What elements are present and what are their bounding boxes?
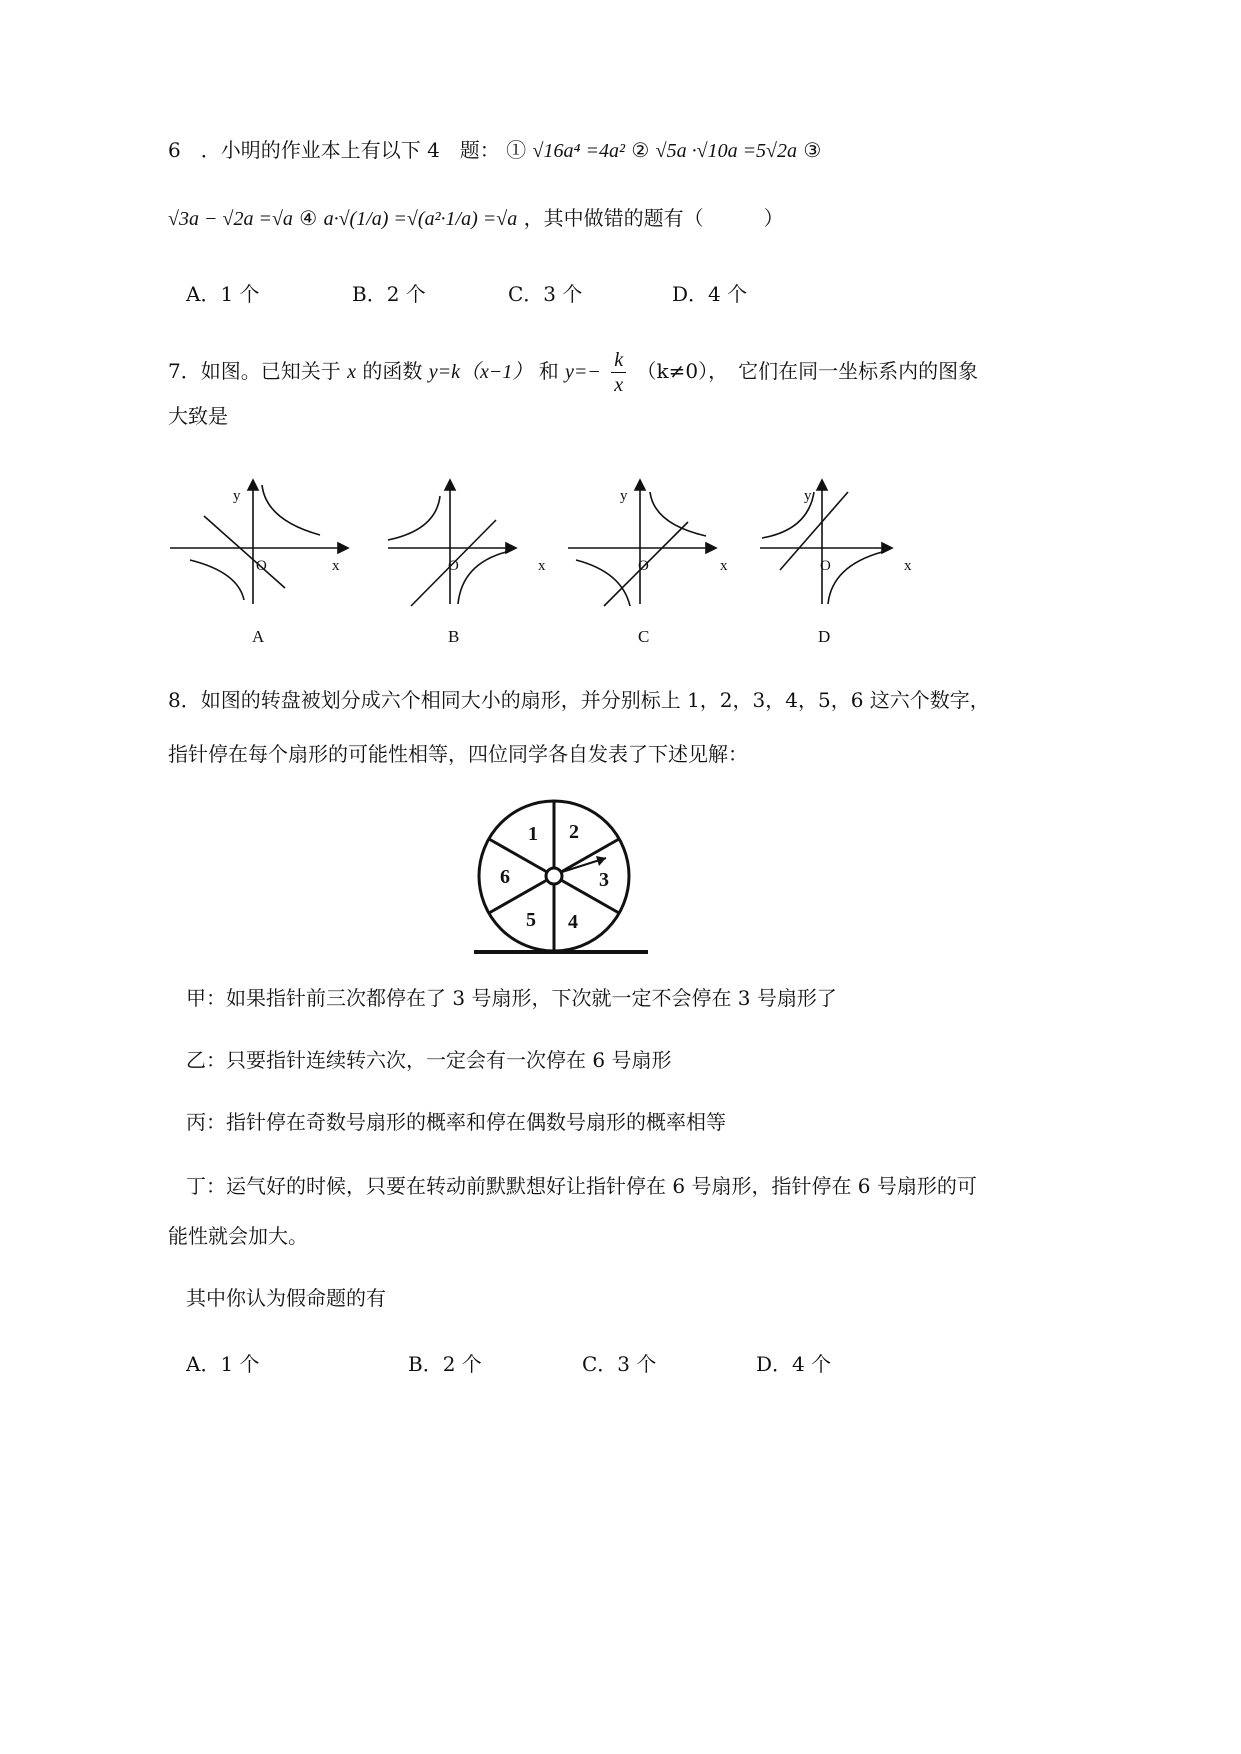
graph-a-y-label: y [233, 488, 241, 504]
spinner-number-1: 1 [528, 823, 538, 845]
q6-item-2-number: ② [631, 138, 650, 162]
graph-a-line [204, 516, 285, 588]
q8-statement-bing: 丙：指针停在奇数号扇形的概率和停在偶数号扇形的概率相等 [186, 1110, 726, 1134]
graph-d-y-arrow [817, 480, 827, 490]
graph-d-line [780, 492, 848, 570]
graph-a-x-arrow [338, 543, 348, 553]
spinner-divider-lower-left [489, 880, 547, 913]
graph-a-y-arrow [248, 480, 258, 490]
graph-a-x-label: x [332, 558, 340, 574]
q6-choice-c[interactable]: C．3 个 [508, 282, 583, 306]
graph-c-x-label: x [720, 558, 728, 574]
q8-statement-yi: 乙：只要指针连续转六次，一定会有一次停在 6 号扇形 [186, 1048, 672, 1072]
q6-question: ，其中做错的题有（ ） [523, 206, 784, 230]
spinner-number-3: 3 [599, 869, 609, 891]
q8-statement-ding-2: 能性就会加大。 [168, 1224, 308, 1248]
graph-c-hyperbola-upper [650, 492, 706, 536]
graph-c-hyperbola-lower [576, 560, 630, 606]
graph-c-y-arrow [635, 480, 645, 490]
q7-function-2-prefix: y=− [565, 361, 601, 383]
spinner-number-6: 6 [500, 866, 510, 888]
q6-intro: 6 ．小明的作业本上有以下 4 题： [168, 138, 500, 162]
graph-b-x-arrow [506, 543, 516, 553]
q6-item-1-number: ① [506, 138, 527, 162]
q7-fraction-numerator: k [611, 348, 626, 373]
graph-d-x-label: x [904, 558, 912, 574]
graph-a-label: A [252, 627, 265, 646]
graph-b-hyperbola-upper [388, 496, 440, 540]
q6-item-1-formula: √16a⁴ =4a² [532, 140, 625, 162]
q8-choice-d[interactable]: D．4 个 [756, 1352, 832, 1376]
graph-a-hyperbola-lower [190, 560, 244, 600]
q8-choice-b[interactable]: B．2 个 [408, 1352, 482, 1376]
q8-line-2: 指针停在每个扇形的可能性相等，四位同学各自发表了下述见解： [168, 742, 748, 766]
graph-c-y-label: y [620, 488, 628, 504]
spinner-number-4: 4 [568, 911, 578, 933]
spinner-hub [546, 868, 562, 884]
graph-b-origin: O [448, 558, 459, 574]
q8-statement-jia: 甲：如果指针前三次都停在了 3 号扇形，下次就一定不会停在 3 号扇形了 [186, 986, 837, 1010]
graph-d-x-arrow [882, 543, 892, 553]
spinner-divider-upper-left [489, 839, 547, 872]
q6-line-1 [168, 136, 821, 165]
q8-choice-c[interactable]: C．3 个 [582, 1352, 657, 1376]
q6-choice-a[interactable]: A．1 个 [186, 282, 260, 306]
graph-b [388, 480, 546, 646]
graph-c-line [604, 522, 688, 606]
graph-d-y-label: y [804, 488, 812, 504]
graph-d [760, 480, 912, 646]
q8-choice-a[interactable]: A．1 个 [186, 1352, 260, 1376]
graph-b-line [411, 520, 496, 606]
q7-line-2: 大致是 [168, 404, 228, 428]
q8-choices [186, 1348, 886, 1378]
graph-c-origin: O [638, 558, 649, 574]
spinner-number-5: 5 [526, 909, 536, 931]
graph-d-origin: O [820, 558, 831, 574]
q6-item-2-formula: √5a ·√10a =5√2a [655, 140, 798, 162]
q7-fraction [611, 348, 626, 397]
q6-item-4-formula: a·√(1/a) =√(a²·1/a) =√a [323, 208, 518, 230]
q7-text-and: 和 [538, 359, 559, 383]
graph-b-label: B [448, 627, 460, 646]
q7-var-x: x [347, 361, 356, 383]
graph-c-label: C [638, 627, 650, 646]
graph-a-hyperbola-upper [262, 485, 320, 535]
spinner-divider-upper-right [561, 839, 619, 872]
spinner-divider-lower-right [561, 880, 619, 913]
q7-intro: 7．如图。已知关于 [168, 359, 341, 383]
q7-function-1: y=k（x−1） [428, 361, 533, 383]
q7-graphs [160, 460, 960, 650]
graph-b-hyperbola-lower [458, 552, 506, 604]
q6-choice-b[interactable]: B．2 个 [352, 282, 426, 306]
q6-item-4-number: ④ [299, 206, 318, 230]
q8-line-1: 8．如图的转盘被划分成六个相同大小的扇形，并分别标上 1，2，3，4，5，6 这六个数字， [168, 688, 990, 712]
graph-b-y-arrow [445, 480, 455, 490]
graph-b-x-label: x [538, 558, 546, 574]
q6-choice-d[interactable]: D．4 个 [672, 282, 748, 306]
graph-c-x-arrow [706, 543, 716, 553]
q6-choices [186, 278, 886, 308]
graph-d-hyperbola-lower [828, 552, 882, 604]
graph-a [170, 480, 348, 646]
q7-line-1 [168, 348, 978, 397]
spinner-number-2: 2 [569, 821, 579, 843]
q6-line-2 [168, 204, 784, 233]
q8-prompt: 其中你认为假命题的有 [186, 1286, 386, 1310]
q7-fraction-denominator: x [614, 374, 624, 396]
graph-a-origin: O [256, 558, 267, 574]
graph-d-label: D [818, 627, 831, 646]
q7-text-function: 的函数 [362, 359, 423, 383]
q8-spinner [472, 790, 652, 960]
q6-item-3-number: ③ [803, 138, 822, 162]
q7-text-rest: （k≠0）， 它们在同一坐标系内的图象 [636, 359, 979, 383]
q8-statement-ding-1: 丁：运气好的时候，只要在转动前默默想好让指针停在 6 号扇形，指针停在 6 号扇形的可 [186, 1174, 977, 1198]
graph-c [568, 480, 728, 646]
q6-item-3-formula: √3a − √2a =√a [168, 208, 293, 230]
